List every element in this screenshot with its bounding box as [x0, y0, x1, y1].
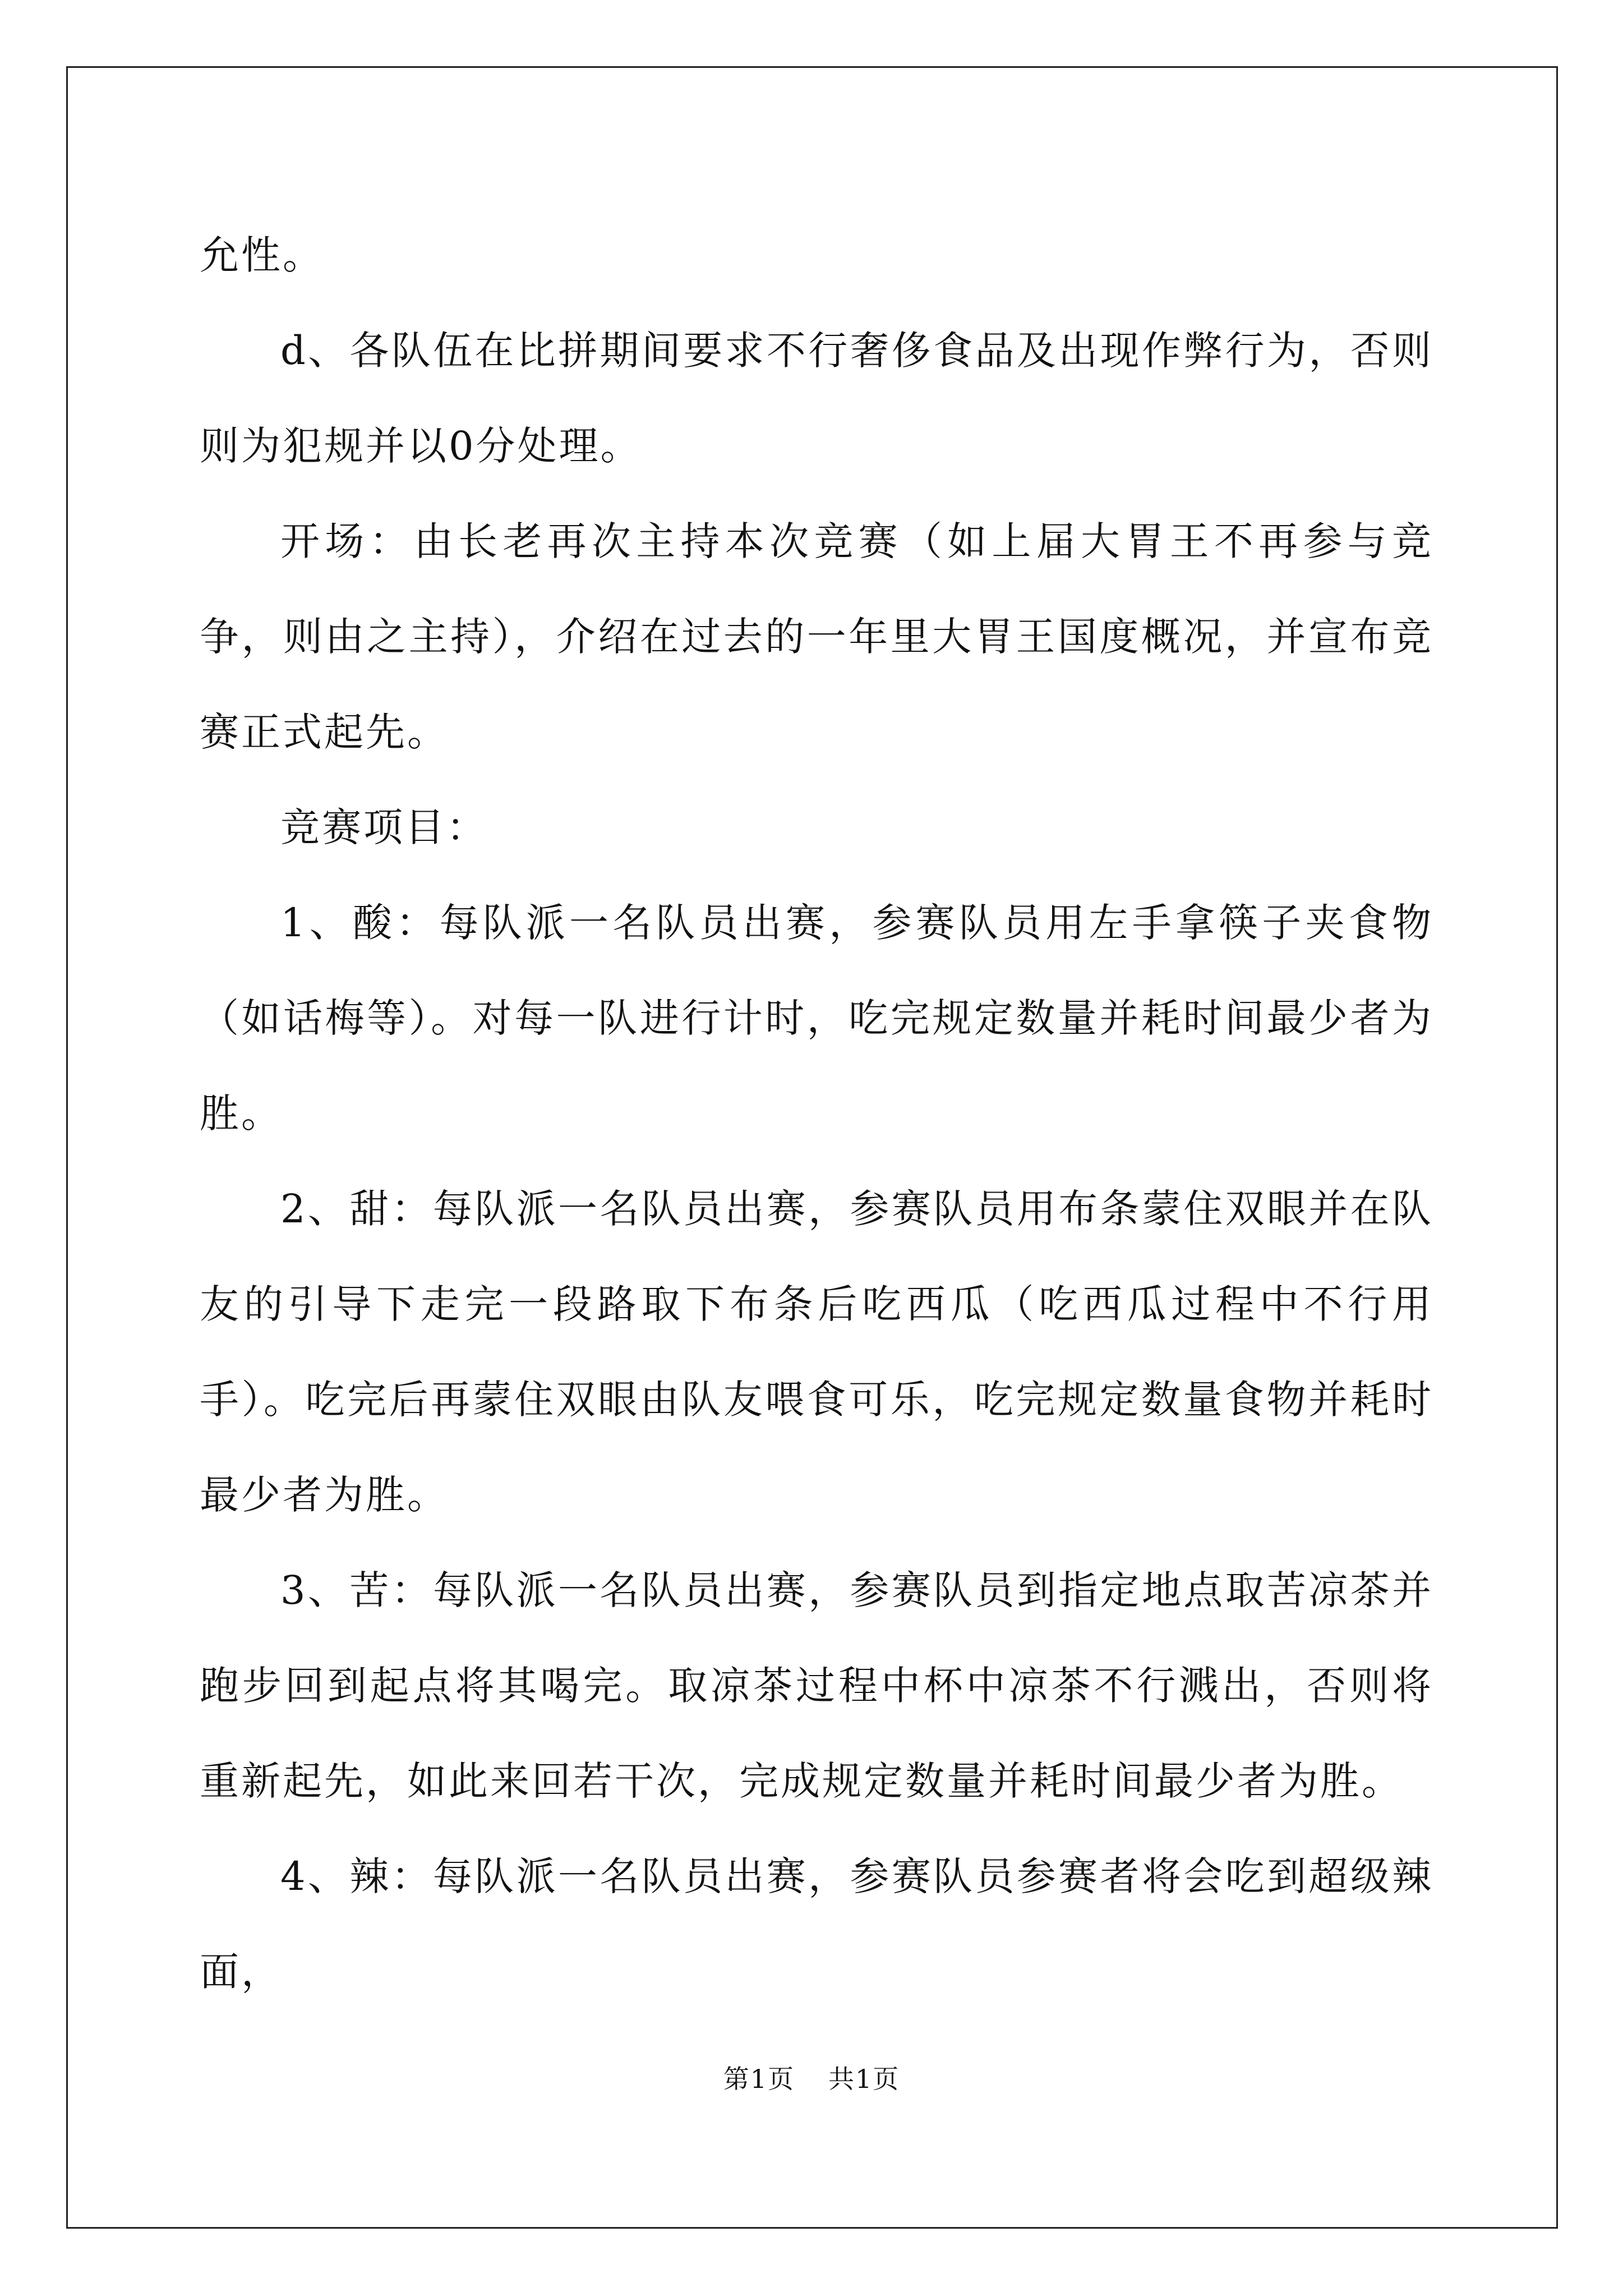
paragraph-event-sweet: 2、甜：每队派一名队员出赛，参赛队员用布条蒙住双眼并在队友的引导下走完一段路取下布条后吃西瓜（吃西瓜过程中不行用手）。吃完后再蒙住双眼由队友喂食可乐，吃完规定数量食物并耗时最少者为胜。	[200, 1186, 1433, 1518]
paragraph-event-bitter: 3、苦：每队派一名队员出赛，参赛队员到指定地点取苦凉茶并跑步回到起点将其喝完。取凉茶过程中杯中凉茶不行溅出，否则将重新起先，如此来回若干次，完成规定数量并耗时间最少者为胜。	[200, 1567, 1433, 1804]
page-footer	[0, 2059, 1623, 2096]
paragraph-events-heading: 竞赛项目：	[280, 804, 488, 850]
paragraph-continuation: 允性。	[200, 232, 324, 278]
document-body	[200, 208, 1433, 2019]
paragraph-rule-d: d、各队伍在比拼期间要求不行奢侈食品及出现作弊行为，否则则为犯规并以0分处理。	[200, 328, 1433, 469]
page-number: 第1页	[723, 2064, 795, 2094]
paragraph-opening: 开场：由长老再次主持本次竞赛（如上届大胃王不再参与竞争，则由之主持），介绍在过去的一年里大胃王国度概况，并宣布竞赛正式起先。	[200, 518, 1433, 755]
paragraph-event-spicy: 4、辣：每队派一名队员出赛，参赛队员参赛者将会吃到超级辣面，	[200, 1853, 1433, 1995]
paragraph-event-sour: 1、酸：每队派一名队员出赛，参赛队员用左手拿筷子夹食物（如话梅等）。对每一队进行计时，吃完规定数量并耗时间最少者为胜。	[200, 900, 1433, 1137]
page-total: 共1页	[828, 2064, 900, 2094]
